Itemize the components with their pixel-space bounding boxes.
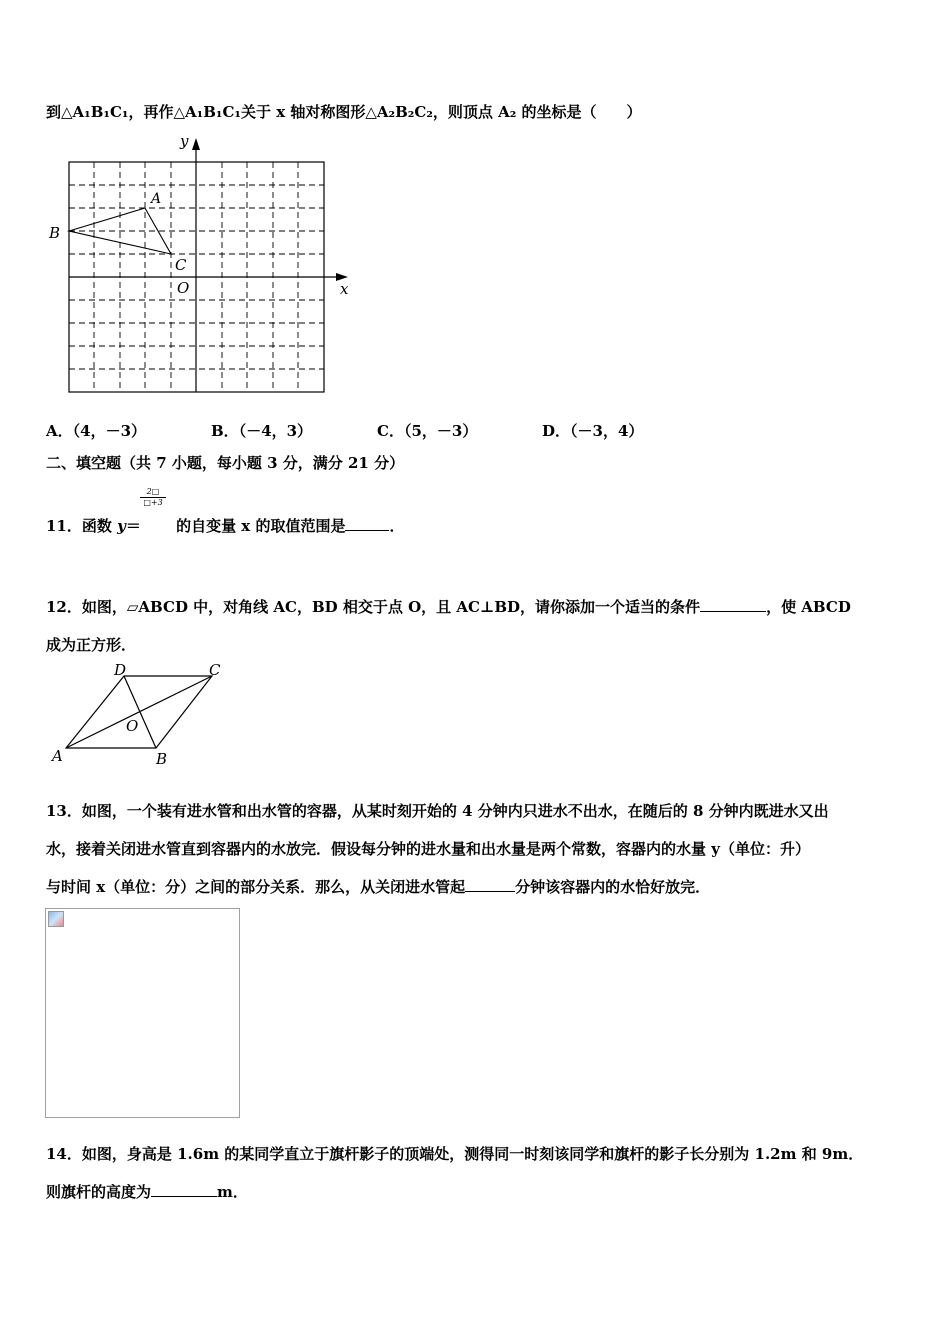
label-y: y — [180, 132, 189, 150]
option-d-letter: D． — [542, 422, 571, 440]
option-b-text: （－4，3） — [238, 422, 313, 440]
q12-line2: 成为正方形． — [46, 636, 137, 654]
q11-fraction — [140, 487, 166, 508]
option-c-text: （5，－3） — [403, 422, 478, 440]
q14-answer-blank[interactable] — [151, 1182, 217, 1197]
option-b-letter: B． — [211, 422, 239, 440]
q11-end: ． — [389, 517, 405, 535]
q13-line3-prefix: 与时间 x（单位：分）之间的部分关系．那么，从关闭进水管起 — [46, 878, 466, 896]
q14-line2-suffix: m． — [217, 1183, 248, 1201]
label-origin: O — [177, 279, 190, 297]
option-a-text: （4，－3） — [72, 422, 147, 440]
q12-line1-prefix: 12．如图，▱ABCD 中，对角线 AC，BD 相交于点 O，且 AC⊥BD，请你添加一个适当的条件 — [46, 598, 701, 616]
label-c: C — [175, 256, 187, 274]
q11-suffix: 的自变量 x 的取值范围是 — [170, 517, 346, 535]
q14-line2-prefix: 则旗杆的高度为 — [46, 1183, 152, 1201]
label-d: D — [114, 661, 127, 679]
option-c-letter: C． — [377, 422, 404, 440]
q11-answer-blank[interactable] — [345, 516, 389, 531]
q12-line1-suffix: ，使 ABCD — [766, 598, 851, 616]
broken-image-icon — [48, 911, 64, 927]
label-c-para: C — [209, 661, 221, 679]
section-heading: 二、填空题（共 7 小题，每小题 3 分，满分 21 分） — [46, 454, 405, 472]
label-b: B — [49, 224, 61, 242]
diagonal-ac — [66, 676, 212, 748]
option-d-text: （－3，4） — [570, 422, 644, 440]
q14-line1: 14．如图，身高是 1.6m 的某同学直立于旗杆影子的顶端处，测得同一时刻该同学和旗杆的影子长分别为 1.2m 和 9m． — [46, 1145, 864, 1163]
q13-line3 — [46, 877, 710, 897]
q10-coordinate-figure — [44, 130, 364, 400]
label-a-para: A — [52, 747, 63, 765]
option-d[interactable] — [542, 420, 643, 441]
q11-denominator: □+3 — [143, 498, 163, 507]
q10-stem: 到△A₁B₁C₁，再作△A₁B₁C₁关于 x 轴对称图形△A₂B₂C₂，则顶点 A₂ 的坐标是（ ） — [46, 103, 642, 121]
q12-line1 — [46, 597, 851, 617]
label-x: x — [340, 280, 349, 298]
q13-answer-blank[interactable] — [465, 877, 515, 892]
option-c[interactable] — [377, 420, 477, 441]
label-o: O — [126, 717, 139, 735]
q13-figure-placeholder — [45, 908, 240, 1118]
q14-line2 — [46, 1182, 248, 1202]
q11-eq: ＝ — [125, 517, 141, 535]
option-a-letter: A． — [46, 422, 73, 440]
q11-var: y — [117, 517, 126, 535]
q13-line1: 13．如图，一个装有进水管和出水管的容器，从某时刻开始的 4 分钟内只进水不出水，在随后的 8 分钟内既进水又出 — [46, 802, 829, 820]
q11-question — [46, 516, 404, 536]
label-b-para: B — [156, 750, 168, 768]
q12-answer-blank[interactable] — [700, 597, 766, 612]
q13-line3-suffix: 分钟该容器内的水恰好放完． — [515, 878, 711, 896]
q13-line2: 水，接着关闭进水管直到容器内的水放完．假设每分钟的进水量和出水量是两个常数，容器内的水量 y（单位：升） — [46, 840, 810, 858]
q11-prefix: 11．函数 — [46, 517, 118, 535]
q12-parallelogram-figure — [46, 660, 236, 770]
option-a[interactable] — [46, 420, 146, 441]
diagonal-bd — [124, 676, 156, 748]
q11-numerator: 2□ — [140, 487, 166, 498]
option-b[interactable] — [211, 420, 312, 441]
label-a: A — [151, 191, 162, 207]
